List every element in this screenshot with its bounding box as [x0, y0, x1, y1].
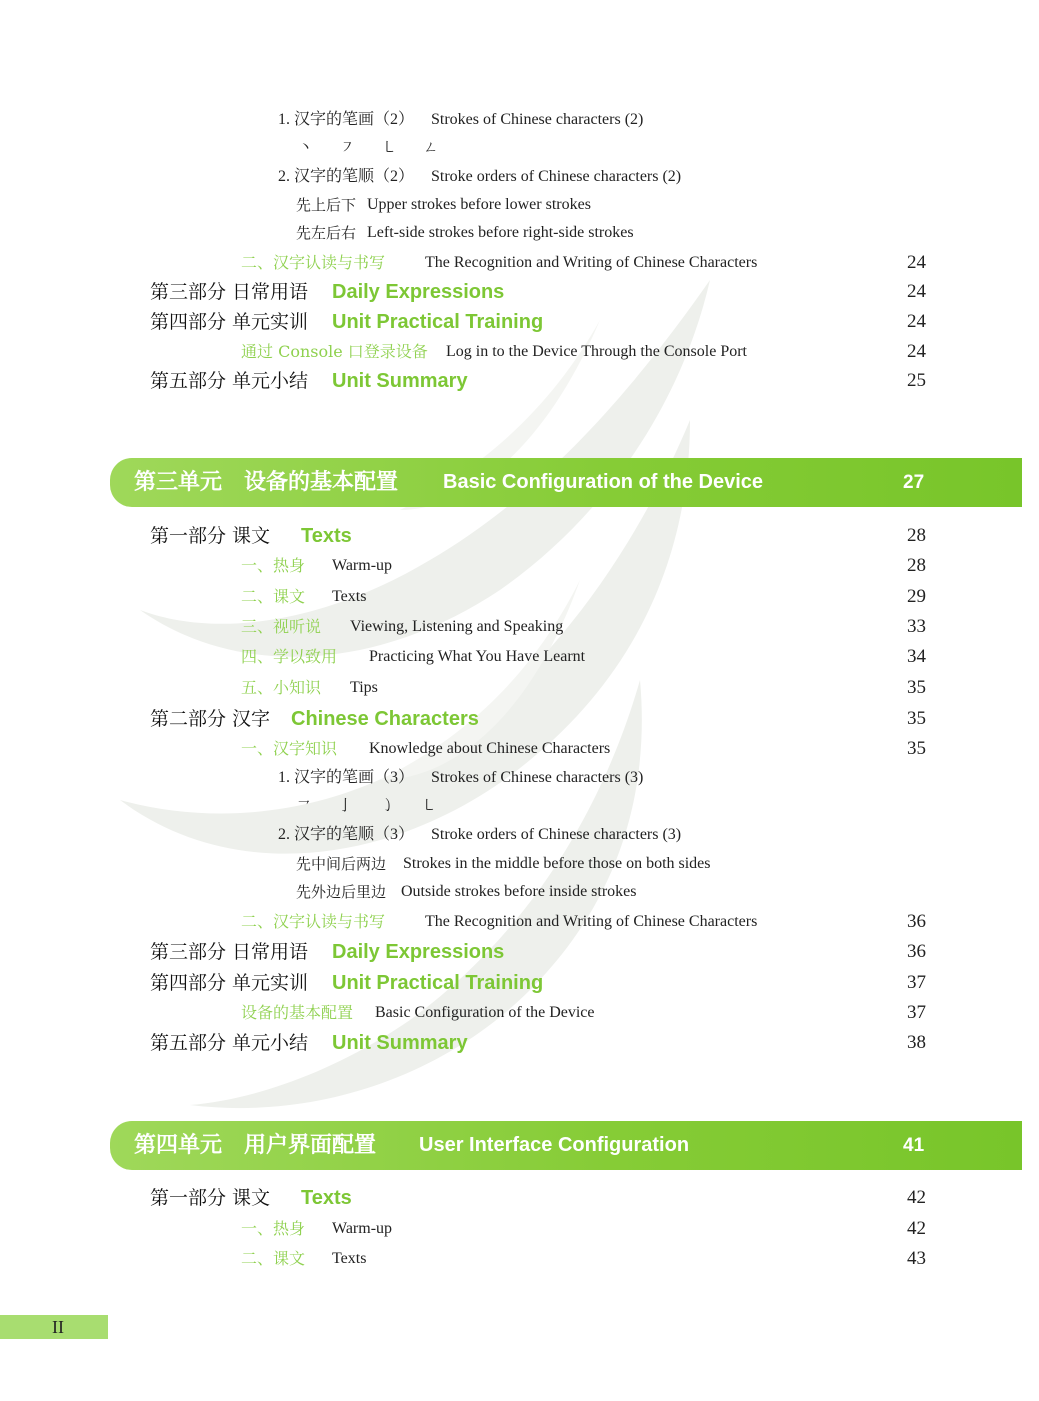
stroke-samples	[0, 790, 1039, 820]
entry-title-en: Stroke orders of Chinese characters (2)	[431, 168, 682, 185]
page-number: 37	[907, 972, 926, 993]
entry-number: 2. 汉字的笔顺（2）	[278, 168, 415, 185]
toc-entry[interactable]	[0, 1183, 1039, 1213]
section-title-en: Texts	[332, 588, 367, 605]
part-title-zh: 第三部分 日常用语	[150, 281, 309, 303]
section-title-en: Practicing What You Have Learnt	[369, 648, 586, 665]
part-title-en: Texts	[301, 1187, 352, 1209]
rule-line	[0, 849, 1039, 879]
rule-en: Outside strokes before inside strokes	[401, 883, 637, 900]
page-number: 34	[907, 646, 926, 667]
page-number: 24	[907, 311, 926, 332]
page-number: 29	[907, 586, 926, 607]
section-title-zh: 五、小知识	[241, 678, 322, 697]
toc-entry[interactable]	[0, 998, 1039, 1028]
section-title-en: The Recognition and Writing of Chinese Characters	[425, 254, 758, 271]
rule-en: Upper strokes before lower strokes	[367, 196, 591, 213]
page-number: 35	[907, 738, 926, 759]
part-title-en: Unit Summary	[332, 1032, 468, 1054]
page-number: 36	[907, 941, 926, 962]
section-title-zh: 二、汉字认读与书写	[241, 912, 386, 931]
part-title-en: Unit Practical Training	[332, 311, 544, 333]
toc-entry[interactable]	[0, 763, 1039, 793]
page-folio	[0, 1315, 108, 1339]
page-number: 28	[907, 525, 926, 546]
part-title-en: Chinese Characters	[291, 708, 479, 730]
stroke-glyphs: ㇖ 亅 ㇁ ㇄	[296, 796, 448, 814]
section-title-zh: 三、视听说	[241, 617, 322, 636]
page-number: 38	[907, 1032, 926, 1053]
rule-en: Left-side strokes before right-side strokes	[367, 224, 634, 241]
part-title-zh: 第二部分 汉字	[150, 708, 271, 730]
stroke-samples	[0, 132, 1039, 162]
section-title-en: Tips	[350, 679, 378, 696]
part-title-zh: 第四部分 单元实训	[150, 311, 309, 333]
part-title-en: Texts	[301, 525, 352, 547]
toc-entry[interactable]	[0, 162, 1039, 192]
toc-entry[interactable]	[0, 366, 1039, 396]
page-number: 42	[907, 1187, 926, 1208]
part-title-en: Unit Summary	[332, 370, 468, 392]
entry-title-en: Stroke orders of Chinese characters (3)	[431, 826, 682, 843]
rule-line	[0, 190, 1039, 220]
section-title-en: Basic Configuration of the Device	[375, 1004, 595, 1021]
part-title-en: Daily Expressions	[332, 281, 505, 303]
toc-entry[interactable]	[0, 105, 1039, 135]
toc-entry[interactable]	[0, 642, 1039, 672]
toc-entry[interactable]	[0, 277, 1039, 307]
toc-entry[interactable]	[0, 734, 1039, 764]
page-number: 33	[907, 616, 926, 637]
rule-zh: 先上后下	[296, 196, 357, 214]
section-title-en: The Recognition and Writing of Chinese Characters	[425, 913, 758, 930]
page-number: 24	[907, 341, 926, 362]
page-number: 35	[907, 708, 926, 729]
part-title-zh: 第三部分 日常用语	[150, 941, 309, 963]
rule-en: Strokes in the middle before those on both sides	[403, 855, 711, 872]
page-number: 36	[907, 911, 926, 932]
unit-page-number: 41	[903, 1135, 925, 1156]
section-title-zh: 二、课文	[241, 1249, 306, 1268]
section-title-zh: 四、学以致用	[241, 647, 338, 666]
entry-number: 1. 汉字的笔画（2）	[278, 111, 415, 128]
toc-entry[interactable]	[0, 337, 1039, 367]
entry-number: 1. 汉字的笔画（3）	[278, 769, 415, 786]
toc-entry[interactable]	[0, 673, 1039, 703]
section-title-en: Log in to the Device Through the Console Port	[446, 343, 747, 360]
toc-entry[interactable]	[0, 968, 1039, 998]
section-title-zh: 二、课文	[241, 587, 306, 606]
toc-entry[interactable]	[0, 248, 1039, 278]
page-number: 35	[907, 677, 926, 698]
section-title-en: Texts	[332, 1250, 367, 1267]
toc-entry[interactable]	[0, 1214, 1039, 1244]
section-title-en: Knowledge about Chinese Characters	[369, 740, 611, 757]
entry-number: 2. 汉字的笔顺（3）	[278, 826, 415, 843]
page-number: 42	[907, 1218, 926, 1239]
unit-page-number: 27	[903, 472, 925, 493]
page-number: 24	[907, 252, 926, 273]
toc-entry[interactable]	[0, 612, 1039, 642]
unit-title-zh: 第三单元 设备的基本配置	[134, 470, 399, 495]
toc-entry[interactable]	[0, 582, 1039, 612]
section-title-en: Warm-up	[332, 1220, 393, 1237]
toc-entry[interactable]	[0, 521, 1039, 551]
rule-line	[0, 218, 1039, 248]
part-title-zh: 第一部分 课文	[150, 1187, 271, 1209]
entry-title-en: Strokes of Chinese characters (3)	[431, 769, 644, 786]
part-title-zh: 第四部分 单元实训	[150, 972, 309, 994]
entry-title-en: Strokes of Chinese characters (2)	[431, 111, 644, 128]
toc-entry[interactable]	[0, 820, 1039, 850]
part-title-zh: 第一部分 课文	[150, 525, 271, 547]
page-number: 37	[907, 1002, 926, 1023]
section-title-en: Warm-up	[332, 557, 393, 574]
rule-zh: 先外边后里边	[296, 883, 387, 901]
part-title-zh: 第五部分 单元小结	[150, 1032, 309, 1054]
page-number: 24	[907, 281, 926, 302]
unit-header-bar[interactable]	[110, 458, 1022, 507]
rule-zh: 先中间后两边	[296, 855, 387, 873]
page-number: 28	[907, 555, 926, 576]
unit-header-bar[interactable]	[110, 1121, 1022, 1170]
section-title-zh: 通过 Console 口登录设备	[241, 342, 428, 361]
toc-entry[interactable]	[0, 704, 1039, 734]
section-title-zh: 一、热身	[241, 1219, 306, 1238]
part-title-zh: 第五部分 单元小结	[150, 370, 309, 392]
stroke-glyphs: 丶 ㇇ ㇄ ㄥ	[298, 138, 450, 156]
toc-entry[interactable]	[0, 307, 1039, 337]
folio-number: II	[52, 1317, 64, 1337]
unit-title-en: Basic Configuration of the Device	[443, 471, 764, 493]
page-number: 43	[907, 1248, 926, 1269]
section-title-zh: 一、热身	[241, 556, 306, 575]
toc-entry[interactable]	[0, 937, 1039, 967]
section-title-zh: 设备的基本配置	[241, 1003, 354, 1022]
toc-entry[interactable]	[0, 551, 1039, 581]
toc-entry[interactable]	[0, 1244, 1039, 1274]
part-title-en: Unit Practical Training	[332, 972, 544, 994]
rule-line	[0, 877, 1039, 907]
part-title-en: Daily Expressions	[332, 941, 505, 963]
section-title-zh: 一、汉字知识	[241, 739, 338, 758]
unit-title-en: User Interface Configuration	[419, 1134, 690, 1156]
section-title-en: Viewing, Listening and Speaking	[350, 618, 564, 635]
toc-entry[interactable]	[0, 907, 1039, 937]
rule-zh: 先左后右	[296, 224, 357, 242]
section-title-zh: 二、汉字认读与书写	[241, 253, 386, 272]
toc-entry[interactable]	[0, 1028, 1039, 1058]
page-number: 25	[907, 370, 926, 391]
unit-title-zh: 第四单元 用户界面配置	[134, 1133, 377, 1158]
